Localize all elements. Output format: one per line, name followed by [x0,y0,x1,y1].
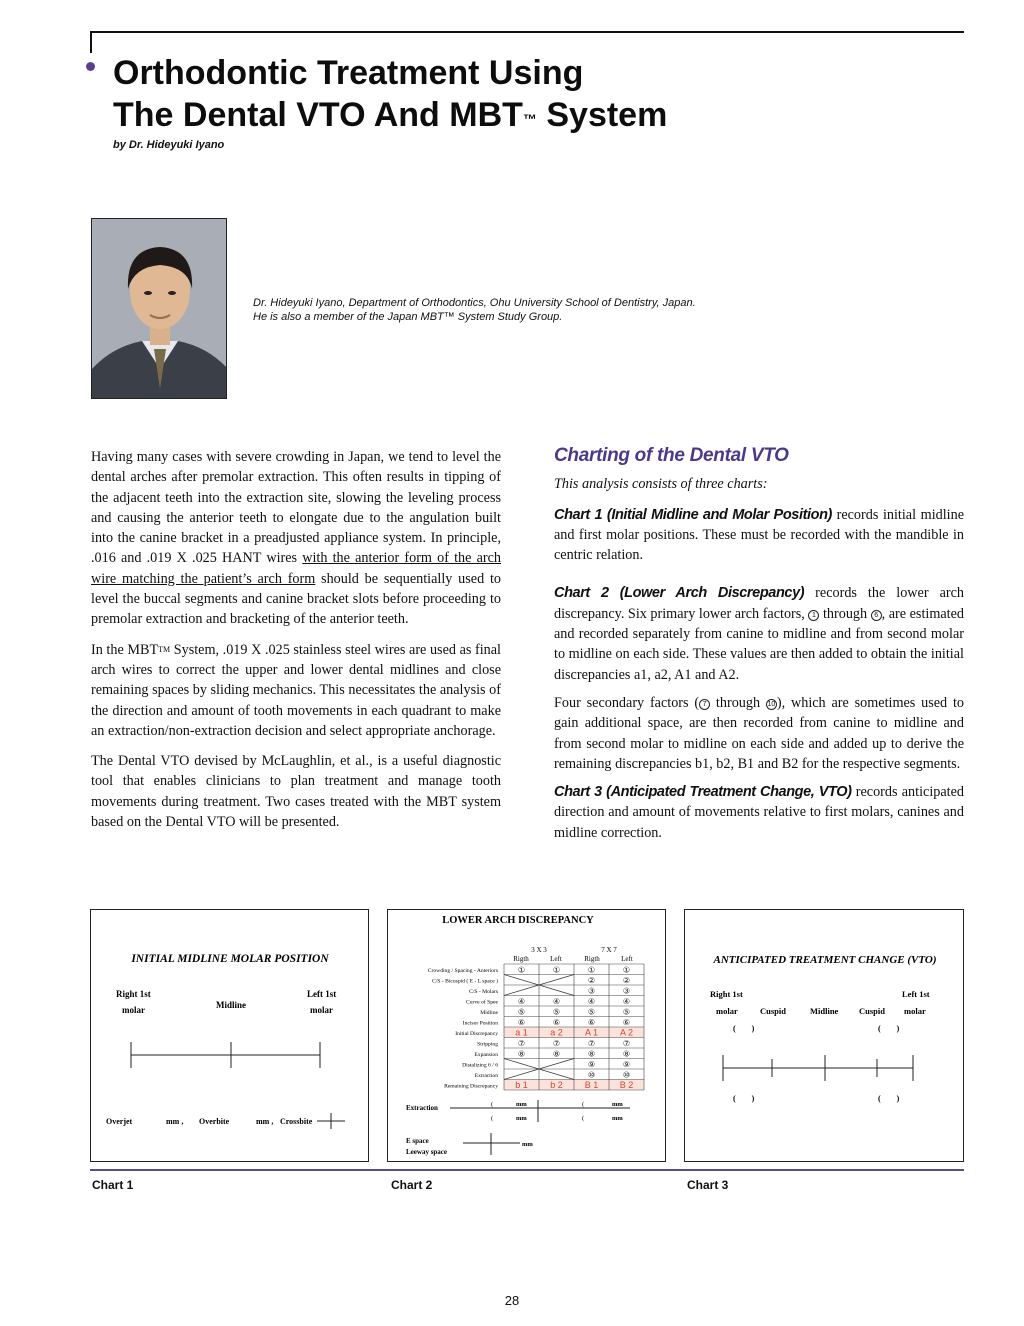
chart1-left-label: Left 1st [307,989,337,999]
chart1-mm: mm , [256,1117,274,1126]
chart1-left-molar: molar [310,1005,333,1015]
paragraph: Having many cases with severe crowding in Japan, we tend to level the dental arches after premolar extraction. This often results in tipping of the adjacent teeth into the extraction site, slowing the leveling process and causing the anterior teeth to elongate due to the angulation built into the canine bracket in a preadjusted appliance system. In principle, .016 and .019 X .025 HANT wires with the anterior form of the arch wire matching the patient’s arch form should be sequentially used to level the buccal segments and canine bracket slots before proceeding to premolar extraction and bracketing of the anterior teeth. [91,449,502,628]
chart2-cell: a 2 [550,1027,563,1038]
chart2-leeway-label: Leeway space [406,1148,448,1156]
chart2-figure [387,909,666,1162]
chart2-row-label: Initial Discrepancy [455,1031,498,1037]
chart2-cell: ④ [517,997,526,1006]
chart2-col-right: Rigth [513,955,529,963]
chart2-mm-label: mm [522,1141,533,1148]
chart2-cell: ⑦ [552,1039,561,1048]
caption-chart1: Chart 1 [92,1178,134,1192]
chart2-cell: ③ [587,986,596,996]
paragraph: Four secondary factors ( 7 through 10 ), which are sometimes used to gain additional space, are then recorded from canine to midline and from second molar to midline on each side and added up to derive the remaining discrepancies b1, b2, B1 and B2 for the respective segments. [554,694,964,772]
chart2-row-label: Midline [480,1010,498,1016]
chart2-cell: ⑤ [552,1007,561,1017]
chart2-row-label: Extraction [474,1073,498,1079]
chart2-cell: ⑥ [552,1018,561,1027]
chart2-row-label: Curve of Spee [465,999,498,1006]
chart2-cell: A 2 [619,1027,634,1038]
chart3-midline: Midline [810,1006,839,1016]
chart2-cell: ① [517,965,526,975]
paragraph: Chart 2 (Lower Arch Discrepancy) records the lower arch discrepancy. Six primary lower arch factors, 1 through 6 , are estimated and recorded separately from canine to midline and from second molar to midline on each side. These values are then added to obtain the initial discrepancies a1, a2, A1 and A2. [554,585,964,683]
header-rule [90,31,964,33]
chart1-title: INITIAL MIDLINE MOLAR POSITION [131,953,329,965]
chart2-row-label: Incisor Position [462,1020,498,1027]
right-column [554,446,964,851]
chart2-cell: ⑤ [587,1007,596,1017]
chart2-cell: ① [622,965,631,975]
chart1-right-molar: molar [122,1005,145,1015]
chart2-cell: b 2 [550,1080,563,1090]
paragraph: Chart 1 (Initial Midline and Molar Position) records initial midline and first molar positions. These must be recorded with the mandible in centric relation. [554,506,965,564]
chart2-cell: ⑦ [587,1039,596,1048]
chart1-figure [90,909,369,1162]
section-heading: Charting of the Dental VTO [554,445,789,466]
chart2-col-left: Left [621,955,633,963]
chart1-midline-label: Midline [215,1000,247,1010]
chart2-col-left: Left [550,955,562,963]
chart2-row-label: Expansion [474,1052,498,1058]
left-column [91,447,501,842]
chart2-cell: ⑩ [587,1070,596,1080]
chart3-entry-bottom-right: ( ) [733,1094,755,1103]
chart2-cell: ④ [552,997,561,1006]
chart2-group-7x7: 7 X 7 [601,946,617,954]
chart1-right-label: Right 1st [116,989,151,999]
chart2-row-label: Crowding / Spacing - Anteriors [427,968,498,974]
caption-chart2: Chart 2 [391,1178,433,1192]
chart2-group-3x3: 3 X 3 [531,946,547,954]
chart3-cuspid-left: Cuspid [859,1006,885,1016]
chart3-entry-bottom-left: ( ) [878,1094,900,1103]
chart2-cell: a 1 [515,1027,528,1038]
chart2-open-paren: ( [491,1115,494,1122]
chart2-cell: ⑨ [587,1060,596,1069]
chart2-row-label: C/S - Molars [469,989,498,995]
paragraph: In the MBT™ System, .019 X .025 stainless steel wires are used as final arch wires to correct the upper and lower dental midlines and close remaining spaces by sliding mechanics. This necessitates the analysis of the direction and amount of tooth movements in each quadrant to make an extraction/non-extraction decision and select appropriate anchorage. [91,641,501,739]
author-photo [91,218,227,399]
chart2-row-label: Distalizing 6 / 6 [462,1062,498,1069]
chart2-cell: ⑦ [622,1039,631,1048]
chart2-cell: ⑦ [517,1039,526,1048]
chart2-cell: ⑩ [622,1070,631,1080]
chart2-cell: ② [587,976,596,985]
chart2-row-label: Remaining Discrepancy [444,1083,498,1090]
chart2-cell: ① [587,965,596,975]
chart2-title: LOWER ARCH DISCREPANCY [442,915,594,926]
chart1-overjet: Overjet [106,1117,133,1126]
chart2-cell: ⑥ [622,1018,631,1027]
chart2-espace-label: E space [406,1137,429,1145]
chart3-left-label: Left 1st [902,989,930,999]
chart2-cell: ⑧ [552,1049,561,1059]
title-bullet-icon [86,62,95,71]
page-number: 28 [504,1293,520,1308]
chart2-cell: ② [622,976,631,985]
chart2-cell: ⑨ [622,1060,631,1069]
chart2-open-paren: ( [582,1101,585,1108]
chart1-crossbite: Crossbite [280,1117,313,1126]
chart2-cell: B 2 [619,1080,634,1090]
chart2-cell: ⑧ [587,1049,596,1059]
chart2-cell: ④ [587,997,596,1006]
chart2-cell: ① [552,965,561,975]
chart2-mm-label: mm [516,1101,527,1108]
chart2-cell: A 1 [584,1027,599,1038]
chart1-overbite: Overbite [199,1117,230,1126]
chart2-cell: ⑤ [517,1007,526,1017]
chart2-cell: ⑧ [622,1049,631,1059]
chart2-cell: b 1 [515,1080,528,1090]
chart2-open-paren: ( [491,1101,494,1108]
chart2-row-label: C/S - Bicuspid ( E - L space ) [432,978,498,985]
chart2-open-paren: ( [582,1115,585,1122]
chart2-cell: ⑥ [587,1018,596,1027]
chart3-left-molar: molar [904,1006,926,1016]
chart2-cell: ④ [622,997,631,1006]
section-intro: This analysis consists of three charts: [554,476,768,493]
chart3-right-molar: molar [716,1006,738,1016]
chart2-cell: ⑧ [517,1049,526,1059]
author-affiliation: Dr. Hideyuki Iyano, Department of Orthodontics, Ohu University School of Dentistry, Japan. He is also a member of the Japan MBT™ System Study Group. [253,297,696,323]
caption-chart3: Chart 3 [687,1178,729,1192]
chart3-figure [684,909,964,1162]
chart2-cell: ⑥ [517,1018,526,1027]
chart2-row-label: Stripping [477,1041,498,1048]
byline: by Dr. Hideyuki Iyano [113,139,225,151]
header-rule-corner [90,31,92,53]
chart2-extraction-label: Extraction [406,1104,438,1112]
caption-rule [90,1169,964,1171]
chart2-cell: ③ [622,986,631,996]
chart2-mm-label: mm [612,1115,623,1122]
chart1-mm: mm , [166,1117,184,1126]
chart2-cell: B 1 [584,1080,599,1090]
chart3-entry-top-right: ( ) [733,1024,755,1033]
chart2-mm-label: mm [612,1101,623,1108]
chart2-mm-label: mm [516,1115,527,1122]
chart3-right-label: Right 1st [710,989,743,999]
chart2-cell: ⑤ [622,1007,631,1017]
paragraph: The Dental VTO devised by McLaughlin, et al., is a useful diagnostic tool that enables clinicians to plan treatment and manage tooth movements during treatment. Two cases treated with the MBT system based on the Dental VTO will be presented. [91,753,501,831]
chart3-cuspid-right: Cuspid [760,1006,786,1016]
chart3-entry-top-left: ( ) [878,1024,900,1033]
chart2-col-right: Rigth [584,955,600,963]
paragraph: Chart 3 (Anticipated Treatment Change, VTO) records anticipated direction and amount of movements relative to first molars, canines and midline correction. [554,784,964,841]
chart3-title: ANTICIPATED TREATMENT CHANGE (VTO) [713,954,937,966]
article-title: Orthodontic Treatment Using The Dental VTO And MBT™ System [113,54,668,134]
